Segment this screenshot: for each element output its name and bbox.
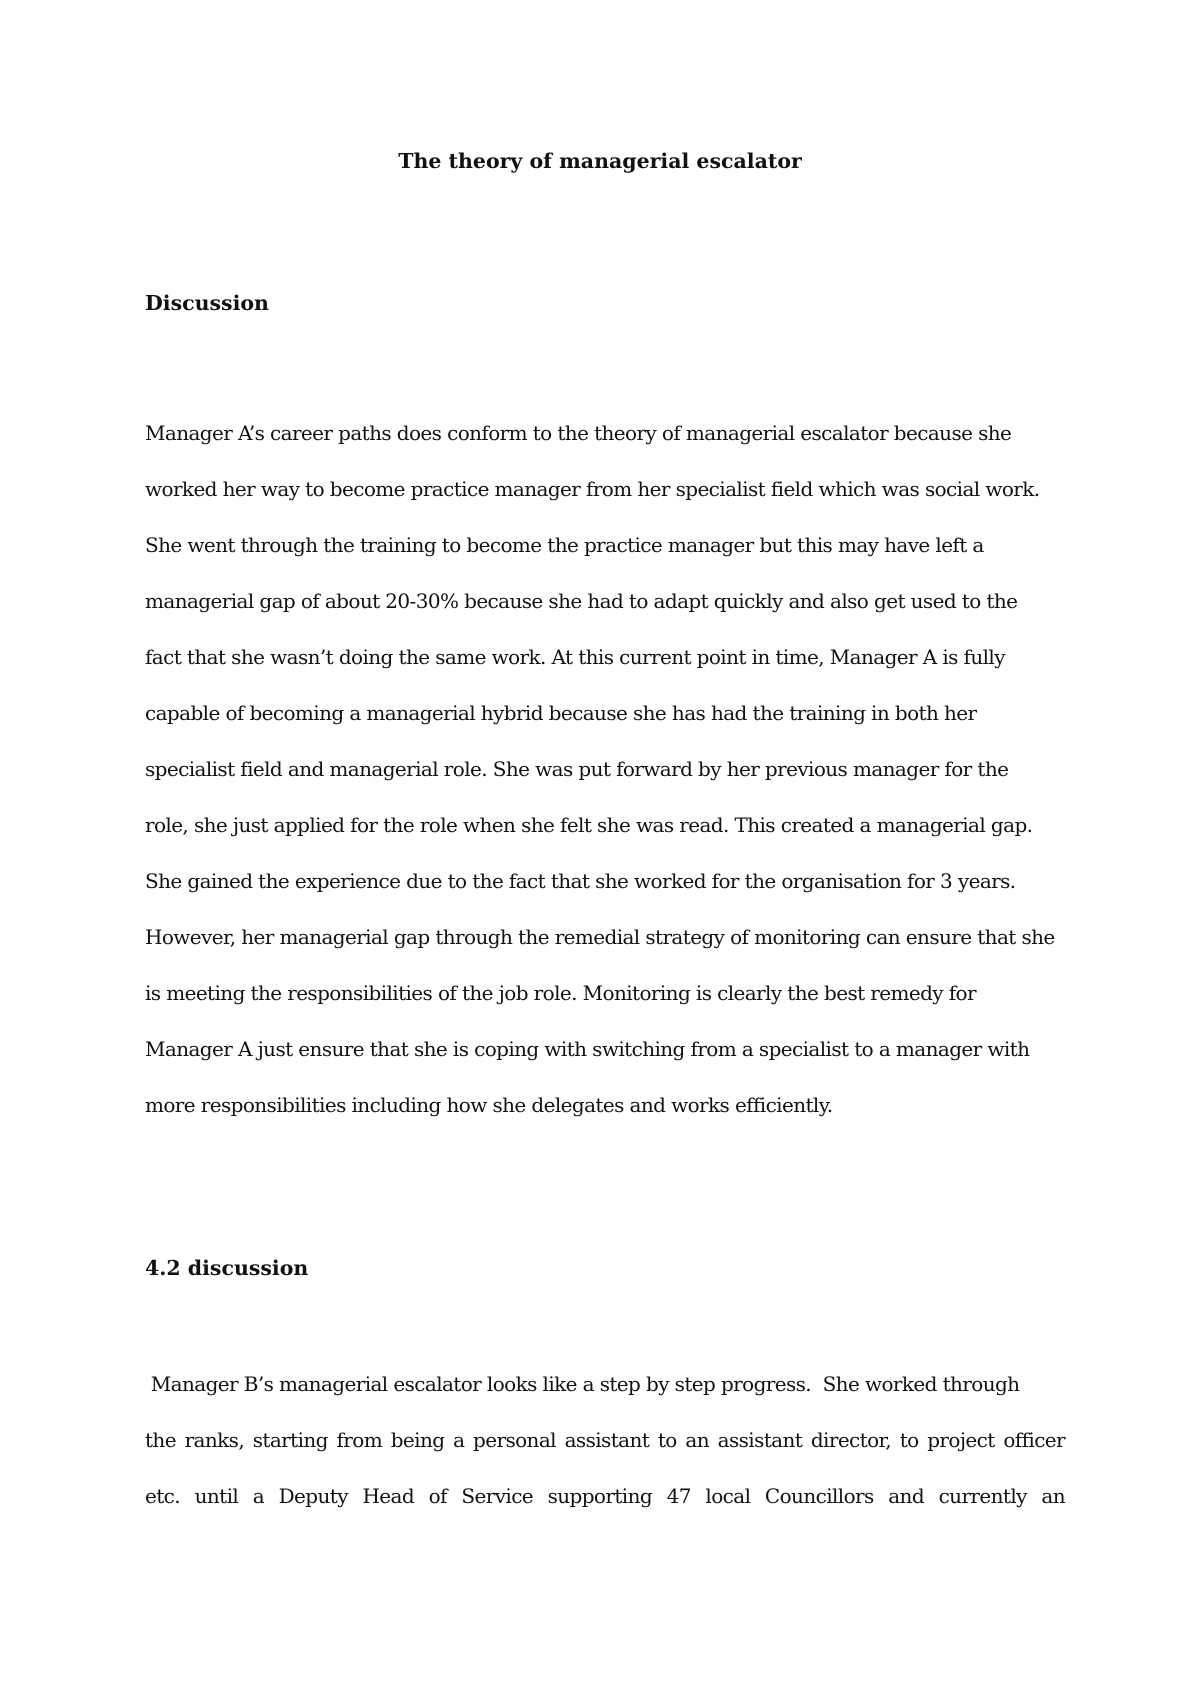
paragraph-line: is meeting the responsibilities of the job role. Monitoring is clearly the best remedy for bbox=[145, 981, 976, 1005]
section-4-2-paragraph bbox=[145, 1356, 1065, 1524]
document-title: The theory of managerial escalator bbox=[398, 149, 802, 173]
paragraph-line: capable of becoming a managerial hybrid because she has had the training in both her bbox=[145, 701, 977, 725]
paragraph-line: managerial gap of about 20-30% because she had to adapt quickly and also get used to the bbox=[145, 589, 1018, 613]
paragraph-line: Manager A’s career paths does conform to the theory of managerial escalator because she bbox=[145, 421, 1012, 445]
paragraph-line: specialist field and managerial role. She was put forward by her previous manager for the bbox=[145, 757, 1009, 781]
paragraph-line: worked her way to become practice manager from her specialist field which was social work. bbox=[145, 477, 1040, 501]
paragraph-line: Manager B’s managerial escalator looks like a step by step progress. She worked through bbox=[145, 1372, 1020, 1396]
paragraph-line: etc. until a Deputy Head of Service supporting 47 local Councillors and currently an bbox=[145, 1484, 1065, 1508]
paragraph-line: more responsibilities including how she delegates and works efficiently. bbox=[145, 1093, 833, 1117]
paragraph-line: fact that she wasn’t doing the same work. At this current point in time, Manager A is fully bbox=[145, 645, 1005, 669]
paragraph-line: Manager A just ensure that she is coping with switching from a specialist to a manager with bbox=[145, 1037, 1030, 1061]
paragraph-line: the ranks, starting from being a personal assistant to an assistant director, to project officer bbox=[145, 1428, 1065, 1452]
paragraph-line: However, her managerial gap through the remedial strategy of monitoring can ensure that she bbox=[145, 925, 1055, 949]
paragraph-line: She gained the experience due to the fact that she worked for the organisation for 3 years. bbox=[145, 869, 1016, 893]
section-heading-4-2-discussion: 4.2 discussion bbox=[145, 1256, 309, 1280]
paragraph-line: role, she just applied for the role when she felt she was read. This created a managerial gap. bbox=[145, 813, 1033, 837]
section-heading-discussion: Discussion bbox=[145, 291, 269, 315]
paragraph-line: She went through the training to become the practice manager but this may have left a bbox=[145, 533, 984, 557]
discussion-paragraph bbox=[145, 405, 1065, 1133]
